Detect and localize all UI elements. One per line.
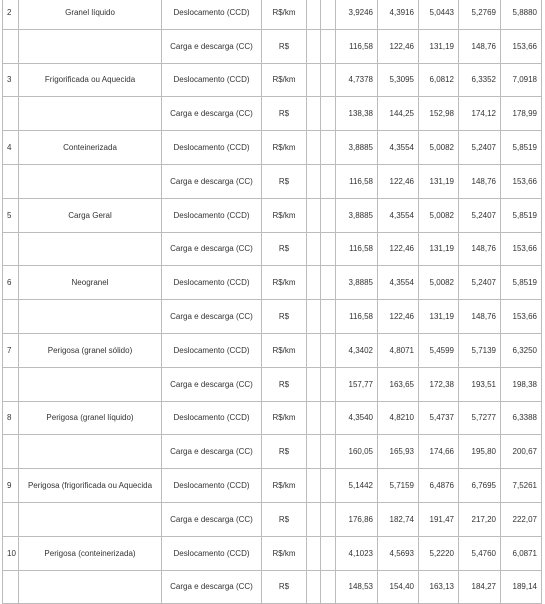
row-number: 8 xyxy=(3,401,19,435)
value-1: 5,1442 xyxy=(336,469,378,503)
value-2: 5,7159 xyxy=(378,469,419,503)
blank-cell xyxy=(307,164,321,198)
value-5: 153,66 xyxy=(501,164,542,198)
cost-item: Deslocamento (CCD) xyxy=(162,0,262,29)
value-1: 116,58 xyxy=(336,29,378,63)
blank-cell xyxy=(321,266,336,300)
blank-cell xyxy=(321,367,336,401)
blank-cell xyxy=(307,232,321,266)
cargo-type: Perigosa (frigorificada ou Aquecida xyxy=(19,469,162,503)
value-5: 153,66 xyxy=(501,300,542,334)
row-number: 5 xyxy=(3,198,19,232)
value-2: 4,5693 xyxy=(378,536,419,570)
row-number: 2 xyxy=(3,0,19,29)
blank-cell xyxy=(307,198,321,232)
value-4: 174,12 xyxy=(459,97,501,131)
blank-cell xyxy=(321,401,336,435)
table-row xyxy=(3,232,542,266)
value-4: 5,2407 xyxy=(459,266,501,300)
value-4: 5,7139 xyxy=(459,333,501,367)
table-body xyxy=(3,0,542,604)
blank-cell xyxy=(307,367,321,401)
blank-cell xyxy=(321,333,336,367)
blank-cell xyxy=(307,300,321,334)
value-2: 4,3916 xyxy=(378,0,419,29)
value-1: 4,7378 xyxy=(336,63,378,97)
table-row xyxy=(3,0,542,29)
unit: R$/km xyxy=(262,131,307,165)
blank-cell xyxy=(321,469,336,503)
cost-item: Carga e descarga (CC) xyxy=(162,367,262,401)
cost-item: Carga e descarga (CC) xyxy=(162,502,262,536)
value-4: 6,3352 xyxy=(459,63,501,97)
value-1: 138,38 xyxy=(336,97,378,131)
blank-cell xyxy=(307,131,321,165)
freight-table xyxy=(2,0,542,604)
unit: R$/km xyxy=(262,333,307,367)
value-1: 116,58 xyxy=(336,300,378,334)
cargo-type: Granel líquido xyxy=(19,0,162,29)
value-3: 174,66 xyxy=(419,435,459,469)
cargo-type xyxy=(19,164,162,198)
cargo-type xyxy=(19,502,162,536)
unit: R$/km xyxy=(262,266,307,300)
row-number xyxy=(3,29,19,63)
cargo-type xyxy=(19,232,162,266)
value-3: 5,0082 xyxy=(419,131,459,165)
table-row xyxy=(3,198,542,232)
unit: R$ xyxy=(262,570,307,604)
row-number: 4 xyxy=(3,131,19,165)
blank-cell xyxy=(321,435,336,469)
blank-cell xyxy=(307,29,321,63)
blank-cell xyxy=(321,300,336,334)
row-number: 3 xyxy=(3,63,19,97)
value-4: 148,76 xyxy=(459,300,501,334)
blank-cell xyxy=(307,266,321,300)
value-5: 200,67 xyxy=(501,435,542,469)
value-4: 5,2407 xyxy=(459,131,501,165)
unit: R$/km xyxy=(262,0,307,29)
cargo-type xyxy=(19,97,162,131)
value-3: 191,47 xyxy=(419,502,459,536)
value-2: 163,65 xyxy=(378,367,419,401)
blank-cell xyxy=(321,502,336,536)
value-1: 116,58 xyxy=(336,164,378,198)
table-row xyxy=(3,570,542,604)
blank-cell xyxy=(307,570,321,604)
value-5: 189,14 xyxy=(501,570,542,604)
unit: R$ xyxy=(262,435,307,469)
blank-cell xyxy=(321,164,336,198)
value-3: 152,98 xyxy=(419,97,459,131)
row-number xyxy=(3,502,19,536)
value-4: 184,27 xyxy=(459,570,501,604)
unit: R$ xyxy=(262,29,307,63)
value-5: 5,8519 xyxy=(501,131,542,165)
value-5: 198,38 xyxy=(501,367,542,401)
cost-item: Carga e descarga (CC) xyxy=(162,300,262,334)
table-row xyxy=(3,131,542,165)
row-number: 7 xyxy=(3,333,19,367)
unit: R$/km xyxy=(262,536,307,570)
blank-cell xyxy=(321,63,336,97)
value-3: 5,4599 xyxy=(419,333,459,367)
blank-cell xyxy=(321,97,336,131)
value-1: 176,86 xyxy=(336,502,378,536)
table-row xyxy=(3,164,542,198)
value-1: 4,1023 xyxy=(336,536,378,570)
table-row xyxy=(3,469,542,503)
value-4: 5,2407 xyxy=(459,198,501,232)
cost-item: Carga e descarga (CC) xyxy=(162,232,262,266)
cargo-type: Perigosa (granel líquido) xyxy=(19,401,162,435)
value-2: 144,25 xyxy=(378,97,419,131)
value-4: 148,76 xyxy=(459,232,501,266)
value-5: 222,07 xyxy=(501,502,542,536)
table-row xyxy=(3,401,542,435)
value-2: 122,46 xyxy=(378,232,419,266)
value-3: 5,0082 xyxy=(419,198,459,232)
value-2: 165,93 xyxy=(378,435,419,469)
blank-cell xyxy=(307,63,321,97)
row-number xyxy=(3,232,19,266)
row-number: 6 xyxy=(3,266,19,300)
value-1: 3,8885 xyxy=(336,131,378,165)
value-5: 153,66 xyxy=(501,232,542,266)
value-5: 5,8880 xyxy=(501,0,542,29)
value-3: 131,19 xyxy=(419,29,459,63)
value-2: 4,3554 xyxy=(378,131,419,165)
cost-item: Deslocamento (CCD) xyxy=(162,536,262,570)
table-row xyxy=(3,63,542,97)
blank-cell xyxy=(321,0,336,29)
value-2: 4,3554 xyxy=(378,198,419,232)
cargo-type: Perigosa (granel sólido) xyxy=(19,333,162,367)
unit: R$/km xyxy=(262,469,307,503)
value-4: 148,76 xyxy=(459,29,501,63)
blank-cell xyxy=(321,29,336,63)
value-5: 6,3250 xyxy=(501,333,542,367)
value-5: 6,3388 xyxy=(501,401,542,435)
value-3: 131,19 xyxy=(419,300,459,334)
value-1: 4,3540 xyxy=(336,401,378,435)
cargo-type xyxy=(19,29,162,63)
value-3: 131,19 xyxy=(419,232,459,266)
blank-cell xyxy=(307,97,321,131)
row-number: 10 xyxy=(3,536,19,570)
row-number: 9 xyxy=(3,469,19,503)
table-row xyxy=(3,502,542,536)
cost-item: Deslocamento (CCD) xyxy=(162,401,262,435)
value-5: 5,8519 xyxy=(501,266,542,300)
blank-cell xyxy=(307,536,321,570)
value-5: 153,66 xyxy=(501,29,542,63)
blank-cell xyxy=(321,131,336,165)
table-row xyxy=(3,300,542,334)
value-3: 5,2220 xyxy=(419,536,459,570)
table-row xyxy=(3,29,542,63)
table-row xyxy=(3,367,542,401)
value-5: 178,99 xyxy=(501,97,542,131)
value-2: 154,40 xyxy=(378,570,419,604)
table-row xyxy=(3,97,542,131)
value-4: 195,80 xyxy=(459,435,501,469)
value-1: 3,9246 xyxy=(336,0,378,29)
cost-item: Carga e descarga (CC) xyxy=(162,97,262,131)
cargo-type xyxy=(19,300,162,334)
value-2: 4,8071 xyxy=(378,333,419,367)
value-2: 4,3554 xyxy=(378,266,419,300)
unit: R$ xyxy=(262,164,307,198)
blank-cell xyxy=(307,469,321,503)
cost-item: Deslocamento (CCD) xyxy=(162,333,262,367)
blank-cell xyxy=(307,502,321,536)
cargo-type: Carga Geral xyxy=(19,198,162,232)
value-1: 116,58 xyxy=(336,232,378,266)
value-3: 5,0082 xyxy=(419,266,459,300)
value-4: 217,20 xyxy=(459,502,501,536)
value-3: 5,4737 xyxy=(419,401,459,435)
value-1: 157,77 xyxy=(336,367,378,401)
cost-item: Deslocamento (CCD) xyxy=(162,131,262,165)
unit: R$ xyxy=(262,300,307,334)
value-2: 122,46 xyxy=(378,164,419,198)
cost-item: Carga e descarga (CC) xyxy=(162,164,262,198)
value-1: 160,05 xyxy=(336,435,378,469)
value-3: 5,0443 xyxy=(419,0,459,29)
value-2: 4,8210 xyxy=(378,401,419,435)
value-1: 4,3402 xyxy=(336,333,378,367)
value-2: 122,46 xyxy=(378,300,419,334)
table-row xyxy=(3,333,542,367)
value-1: 3,8885 xyxy=(336,198,378,232)
value-2: 182,74 xyxy=(378,502,419,536)
value-2: 5,3095 xyxy=(378,63,419,97)
row-number xyxy=(3,97,19,131)
unit: R$ xyxy=(262,232,307,266)
value-1: 148,53 xyxy=(336,570,378,604)
cargo-type: Frigorificada ou Aquecida xyxy=(19,63,162,97)
cargo-type xyxy=(19,570,162,604)
value-5: 7,0918 xyxy=(501,63,542,97)
value-3: 6,4876 xyxy=(419,469,459,503)
cost-item: Carga e descarga (CC) xyxy=(162,570,262,604)
unit: R$ xyxy=(262,367,307,401)
value-4: 148,76 xyxy=(459,164,501,198)
row-number xyxy=(3,367,19,401)
value-4: 5,2769 xyxy=(459,0,501,29)
table-row xyxy=(3,266,542,300)
table-row xyxy=(3,435,542,469)
blank-cell xyxy=(321,232,336,266)
blank-cell xyxy=(321,198,336,232)
value-4: 6,7695 xyxy=(459,469,501,503)
cost-item: Deslocamento (CCD) xyxy=(162,63,262,97)
value-4: 5,4760 xyxy=(459,536,501,570)
blank-cell xyxy=(307,0,321,29)
cost-item: Carga e descarga (CC) xyxy=(162,435,262,469)
row-number xyxy=(3,435,19,469)
cost-item: Deslocamento (CCD) xyxy=(162,198,262,232)
value-3: 172,38 xyxy=(419,367,459,401)
value-5: 6,0871 xyxy=(501,536,542,570)
value-3: 163,13 xyxy=(419,570,459,604)
blank-cell xyxy=(307,435,321,469)
cost-item: Carga e descarga (CC) xyxy=(162,29,262,63)
unit: R$ xyxy=(262,97,307,131)
blank-cell xyxy=(307,333,321,367)
value-5: 7,5261 xyxy=(501,469,542,503)
blank-cell xyxy=(307,401,321,435)
unit: R$/km xyxy=(262,401,307,435)
value-2: 122,46 xyxy=(378,29,419,63)
blank-cell xyxy=(321,570,336,604)
value-3: 131,19 xyxy=(419,164,459,198)
unit: R$ xyxy=(262,502,307,536)
cargo-type: Conteinerizada xyxy=(19,131,162,165)
value-3: 6,0812 xyxy=(419,63,459,97)
cargo-type xyxy=(19,435,162,469)
value-1: 3,8885 xyxy=(336,266,378,300)
blank-cell xyxy=(321,536,336,570)
value-5: 5,8519 xyxy=(501,198,542,232)
cargo-type: Perigosa (conteinerizada) xyxy=(19,536,162,570)
cargo-type: Neogranel xyxy=(19,266,162,300)
row-number xyxy=(3,300,19,334)
cargo-type xyxy=(19,367,162,401)
table-row xyxy=(3,536,542,570)
cost-item: Deslocamento (CCD) xyxy=(162,266,262,300)
value-4: 193,51 xyxy=(459,367,501,401)
row-number xyxy=(3,164,19,198)
row-number xyxy=(3,570,19,604)
unit: R$/km xyxy=(262,198,307,232)
cost-item: Deslocamento (CCD) xyxy=(162,469,262,503)
unit: R$/km xyxy=(262,63,307,97)
value-4: 5,7277 xyxy=(459,401,501,435)
